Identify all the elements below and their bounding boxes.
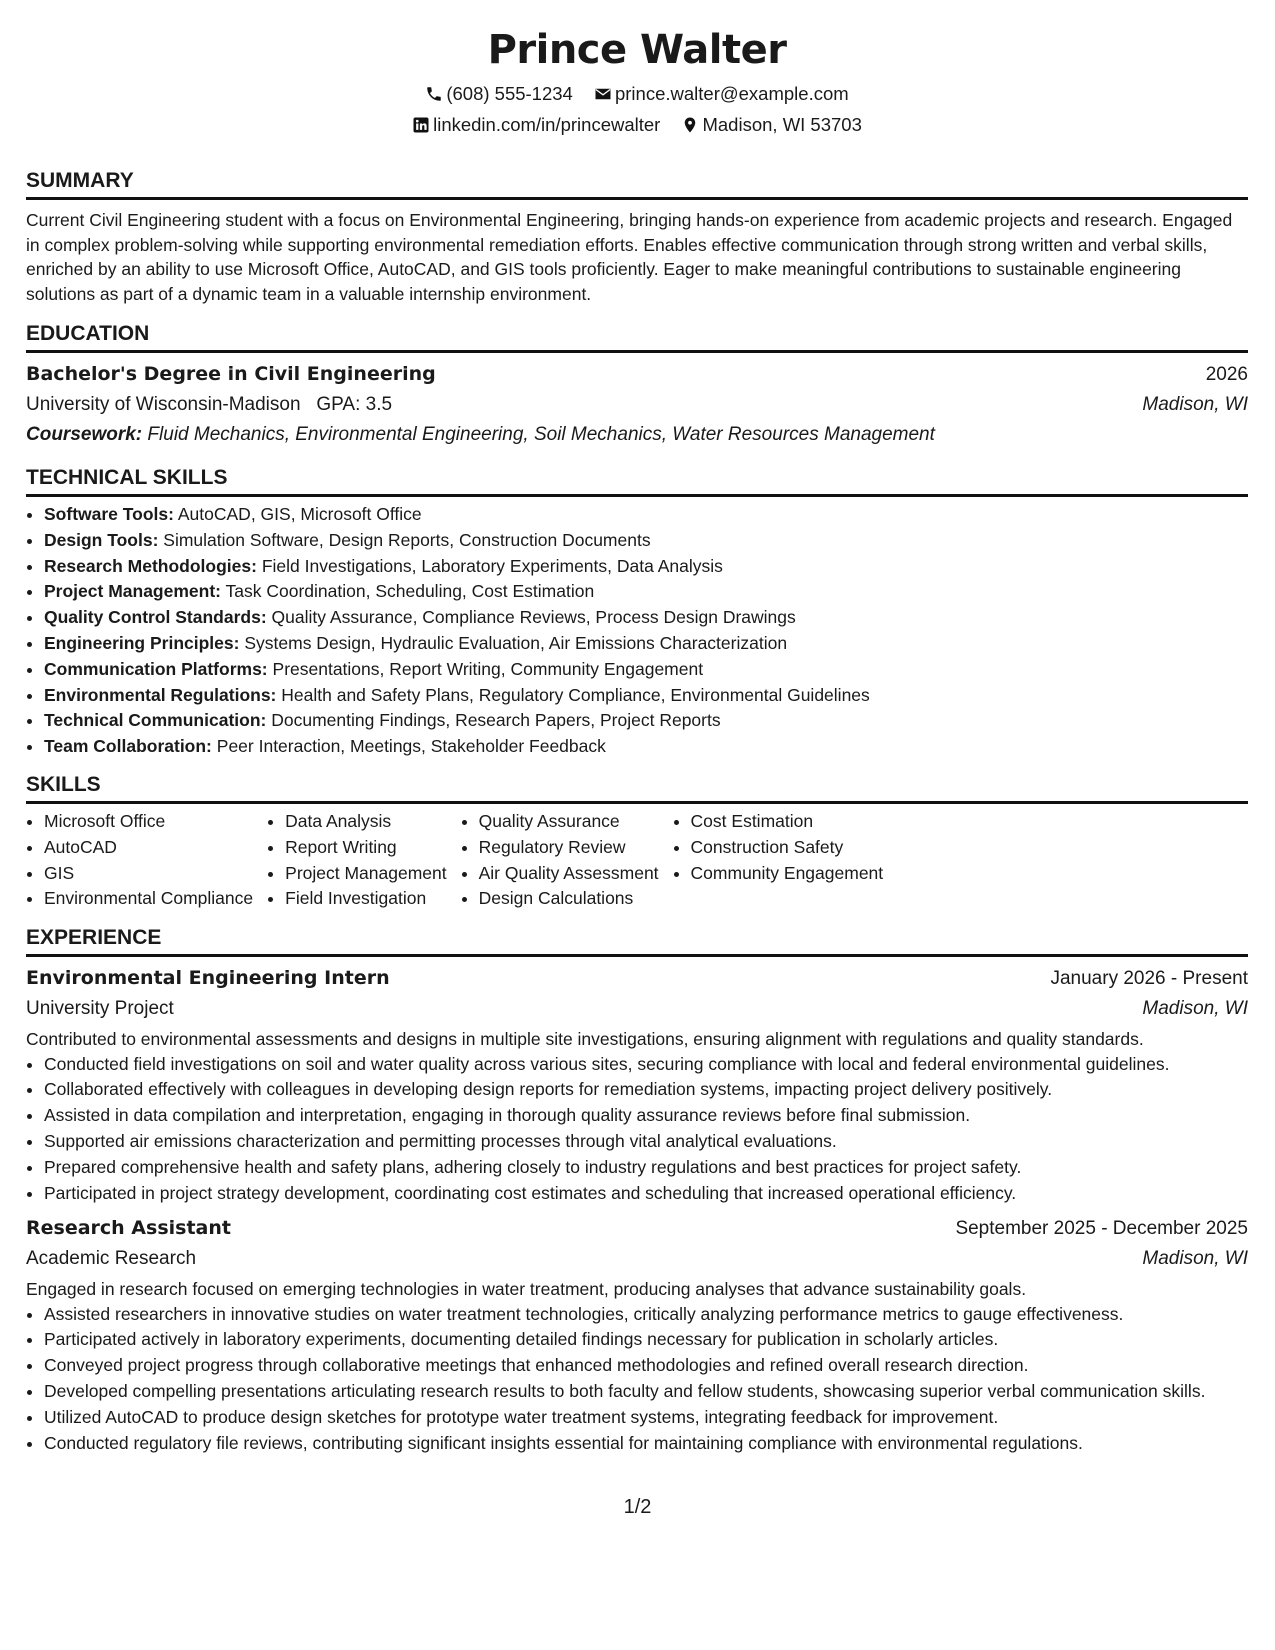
degree: Bachelor's Degree in Civil Engineering	[26, 363, 436, 385]
technical-skill-value: Field Investigations, Laboratory Experiments, Data Analysis	[261, 555, 723, 576]
map-pin-icon	[681, 116, 699, 134]
skill-item: • Design Calculations	[479, 886, 659, 912]
job-description: Engaged in research focused on emerging technologies in water treatment, producing analyses that advance sustainability goals.	[26, 1279, 1027, 1300]
job-organization: Academic Research	[26, 1248, 197, 1270]
skill-item: • Report Writing	[285, 835, 446, 861]
skill-item: • Microsoft Office	[44, 809, 253, 835]
job-bullet: • Participated actively in laboratory experiments, documenting detailed findings necessary for publication in scholarly articles.	[44, 1327, 1248, 1352]
technical-skill-label: Quality Control Standards:	[44, 607, 267, 628]
technical-skill-label: Design Tools:	[44, 529, 159, 550]
phone-icon	[425, 85, 443, 103]
technical-skill-value: Peer Interaction, Meetings, Stakeholder Feedback	[216, 736, 606, 757]
job-bullet: • Assisted researchers in innovative studies on water treatment technologies, critically analyzing performance metrics to gauge effectiveness.	[44, 1302, 1248, 1327]
technical-skill-item	[44, 631, 1248, 657]
technical-skill-item	[44, 734, 1248, 760]
skill-item: • Community Engagement	[691, 861, 884, 887]
contact-row-1	[26, 78, 1248, 109]
gpa: GPA: 3.5	[316, 394, 393, 415]
experience-entry	[26, 1213, 1248, 1455]
technical-skills-list	[26, 502, 1248, 760]
skill-item: • Air Quality Assessment	[479, 861, 659, 887]
job-bullet: • Developed compelling presentations articulating research results to both faculty and fellow students, showcasing superior verbal communication skills.	[44, 1379, 1248, 1404]
job-location: Madison, WI	[1142, 998, 1248, 1020]
job-bullet: • Collaborated effectively with colleagues in developing design reports for remediation systems, impacting project delivery positively.	[44, 1077, 1248, 1102]
school: University of Wisconsin-Madison	[26, 394, 301, 415]
email-text: prince.walter@example.com	[614, 83, 849, 104]
technical-skill-item	[44, 683, 1248, 709]
page-number: 1/2	[623, 1496, 652, 1518]
technical-skill-label: Project Management:	[44, 581, 221, 602]
contact-linkedin[interactable]	[412, 109, 660, 140]
graduation-year: 2026	[1205, 364, 1248, 385]
skill-item: • Data Analysis	[285, 809, 446, 835]
technical-skill-label: Communication Platforms:	[44, 658, 268, 679]
candidate-name: Prince Walter	[487, 27, 787, 73]
skill-item: • Regulatory Review	[479, 835, 659, 861]
job-title: Research Assistant	[26, 1217, 231, 1240]
technical-skill-item	[44, 708, 1248, 734]
summary-section	[26, 168, 1248, 306]
resume-page	[26, 0, 1248, 1456]
coursework-label: Coursework:	[26, 424, 143, 445]
experience-section	[26, 925, 1248, 1455]
job-bullet: • Assisted in data compilation and interpretation, engaging in thorough quality assurance reviews before final submission.	[44, 1103, 1248, 1128]
skills-grid	[26, 809, 1248, 912]
education-row-2	[26, 390, 1248, 420]
technical-skill-item	[44, 579, 1248, 605]
technical-skill-value: Health and Safety Plans, Regulatory Compliance, Environmental Guidelines	[281, 684, 870, 705]
technical-skill-value: Quality Assurance, Compliance Reviews, Process Design Drawings	[271, 607, 796, 628]
technical-skills-heading: TECHNICAL SKILLS	[26, 465, 1248, 497]
skill-item: • Project Management	[285, 861, 446, 887]
job-organization: University Project	[26, 998, 174, 1020]
technical-skill-item	[44, 528, 1248, 554]
school-line	[26, 390, 392, 420]
skills-heading: SKILLS	[26, 772, 1248, 804]
coursework-list: Fluid Mechanics, Environmental Engineering, Soil Mechanics, Water Resources Management	[147, 424, 935, 445]
technical-skill-label: Environmental Regulations:	[44, 684, 277, 705]
job-title: Environmental Engineering Intern	[26, 967, 390, 990]
job-header-row	[26, 963, 1248, 994]
phone-text: (608) 555-1234	[446, 83, 573, 104]
skills-column	[26, 809, 253, 912]
job-bullet: • Utilized AutoCAD to produce design sketches for prototype water treatment systems, integrating feedback for improvement.	[44, 1405, 1248, 1430]
job-bullet: • Conveyed project progress through collaborative meetings that enhanced methodologies and refined overall research direction.	[44, 1353, 1248, 1378]
technical-skill-value: AutoCAD, GIS, Microsoft Office	[177, 504, 422, 524]
skills-column	[673, 809, 884, 912]
summary-heading: SUMMARY	[26, 168, 1248, 200]
education-row-1	[26, 359, 1248, 390]
technical-skill-item	[44, 554, 1248, 580]
technical-skill-item	[44, 502, 1248, 528]
contact-row-2	[26, 109, 1248, 140]
job-bullets	[26, 1052, 1248, 1205]
location-text: Madison, WI 53703	[702, 114, 862, 135]
job-bullet: • Conducted field investigations on soil and water quality across various sites, securing compliance with local and federal environmental guidelines.	[44, 1052, 1248, 1077]
skill-item: • Field Investigation	[285, 886, 446, 912]
job-org-row	[26, 994, 1248, 1024]
job-org-row	[26, 1244, 1248, 1274]
contact-location	[681, 109, 861, 140]
job-header-row	[26, 1213, 1248, 1244]
linkedin-text: linkedin.com/in/princewalter	[433, 114, 661, 135]
technical-skill-label: Engineering Principles:	[44, 632, 240, 653]
job-dates: January 2026 - Present	[1050, 968, 1248, 990]
job-bullet: • Conducted regulatory file reviews, contributing significant insights essential for maintaining compliance with environmental regulations.	[44, 1431, 1248, 1456]
skill-item: • Construction Safety	[691, 835, 884, 861]
experience-heading: EXPERIENCE	[26, 925, 1248, 957]
skill-item: • AutoCAD	[44, 835, 253, 861]
job-bullet: • Participated in project strategy development, coordinating cost estimates and scheduling that increased operational efficiency.	[44, 1181, 1248, 1206]
skill-item: • Cost Estimation	[691, 809, 884, 835]
envelope-icon	[594, 85, 612, 103]
linkedin-icon	[412, 116, 430, 134]
experience-list	[26, 963, 1248, 1455]
job-dates: September 2025 - December 2025	[955, 1218, 1248, 1240]
contact-email[interactable]	[594, 78, 849, 109]
skill-item: • GIS	[44, 861, 253, 887]
education-location: Madison, WI	[1142, 394, 1248, 415]
technical-skill-value: Documenting Findings, Research Papers, Project Reports	[271, 710, 721, 731]
job-bullets	[26, 1302, 1248, 1455]
technical-skill-item	[44, 605, 1248, 631]
technical-skill-item	[44, 657, 1248, 683]
technical-skill-label: Technical Communication:	[44, 710, 267, 731]
technical-skills-section	[26, 465, 1248, 760]
job-location: Madison, WI	[1142, 1248, 1248, 1270]
technical-skill-label: Research Methodologies:	[44, 555, 257, 576]
skill-item: • Environmental Compliance	[44, 886, 253, 912]
skill-item: • Quality Assurance	[479, 809, 659, 835]
job-description: Contributed to environmental assessments and designs in multiple site investigations, ensuring alignment with regulations and quality standards.	[26, 1029, 1144, 1050]
skills-section	[26, 772, 1248, 912]
technical-skill-label: Team Collaboration:	[44, 736, 212, 757]
education-section	[26, 321, 1248, 450]
experience-entry	[26, 963, 1248, 1205]
technical-skill-value: Simulation Software, Design Reports, Construction Documents	[163, 529, 651, 550]
contact-phone[interactable]	[425, 78, 573, 109]
technical-skill-value: Task Coordination, Scheduling, Cost Estimation	[225, 581, 595, 602]
technical-skill-value: Presentations, Report Writing, Community Engagement	[272, 658, 704, 679]
coursework-line	[26, 420, 1248, 450]
skills-column	[267, 809, 446, 912]
education-heading: EDUCATION	[26, 321, 1248, 353]
summary-text: Current Civil Engineering student with a focus on Environmental Engineering, bringing hands-on experience from academic projects and research. Engaged in complex problem-solving while supporting environmental remediation efforts. Enables effective communication through strong written and verbal skills, enriched by an ability to use Microsoft Office, AutoCAD, and GIS tools proficiently. Eager to make meaningful contributions to sustainable engineering solutions as part of a dynamic team in a valuable internship environment.	[26, 210, 1233, 304]
job-bullet: • Supported air emissions characterization and permitting processes through vital analytical evaluations.	[44, 1129, 1248, 1154]
job-bullet: • Prepared comprehensive health and safety plans, adhering closely to industry regulations and best practices for project safety.	[44, 1155, 1248, 1180]
skills-column	[461, 809, 659, 912]
technical-skill-value: Systems Design, Hydraulic Evaluation, Air Emissions Characterization	[244, 632, 788, 653]
technical-skill-label: Software Tools:	[44, 504, 174, 524]
